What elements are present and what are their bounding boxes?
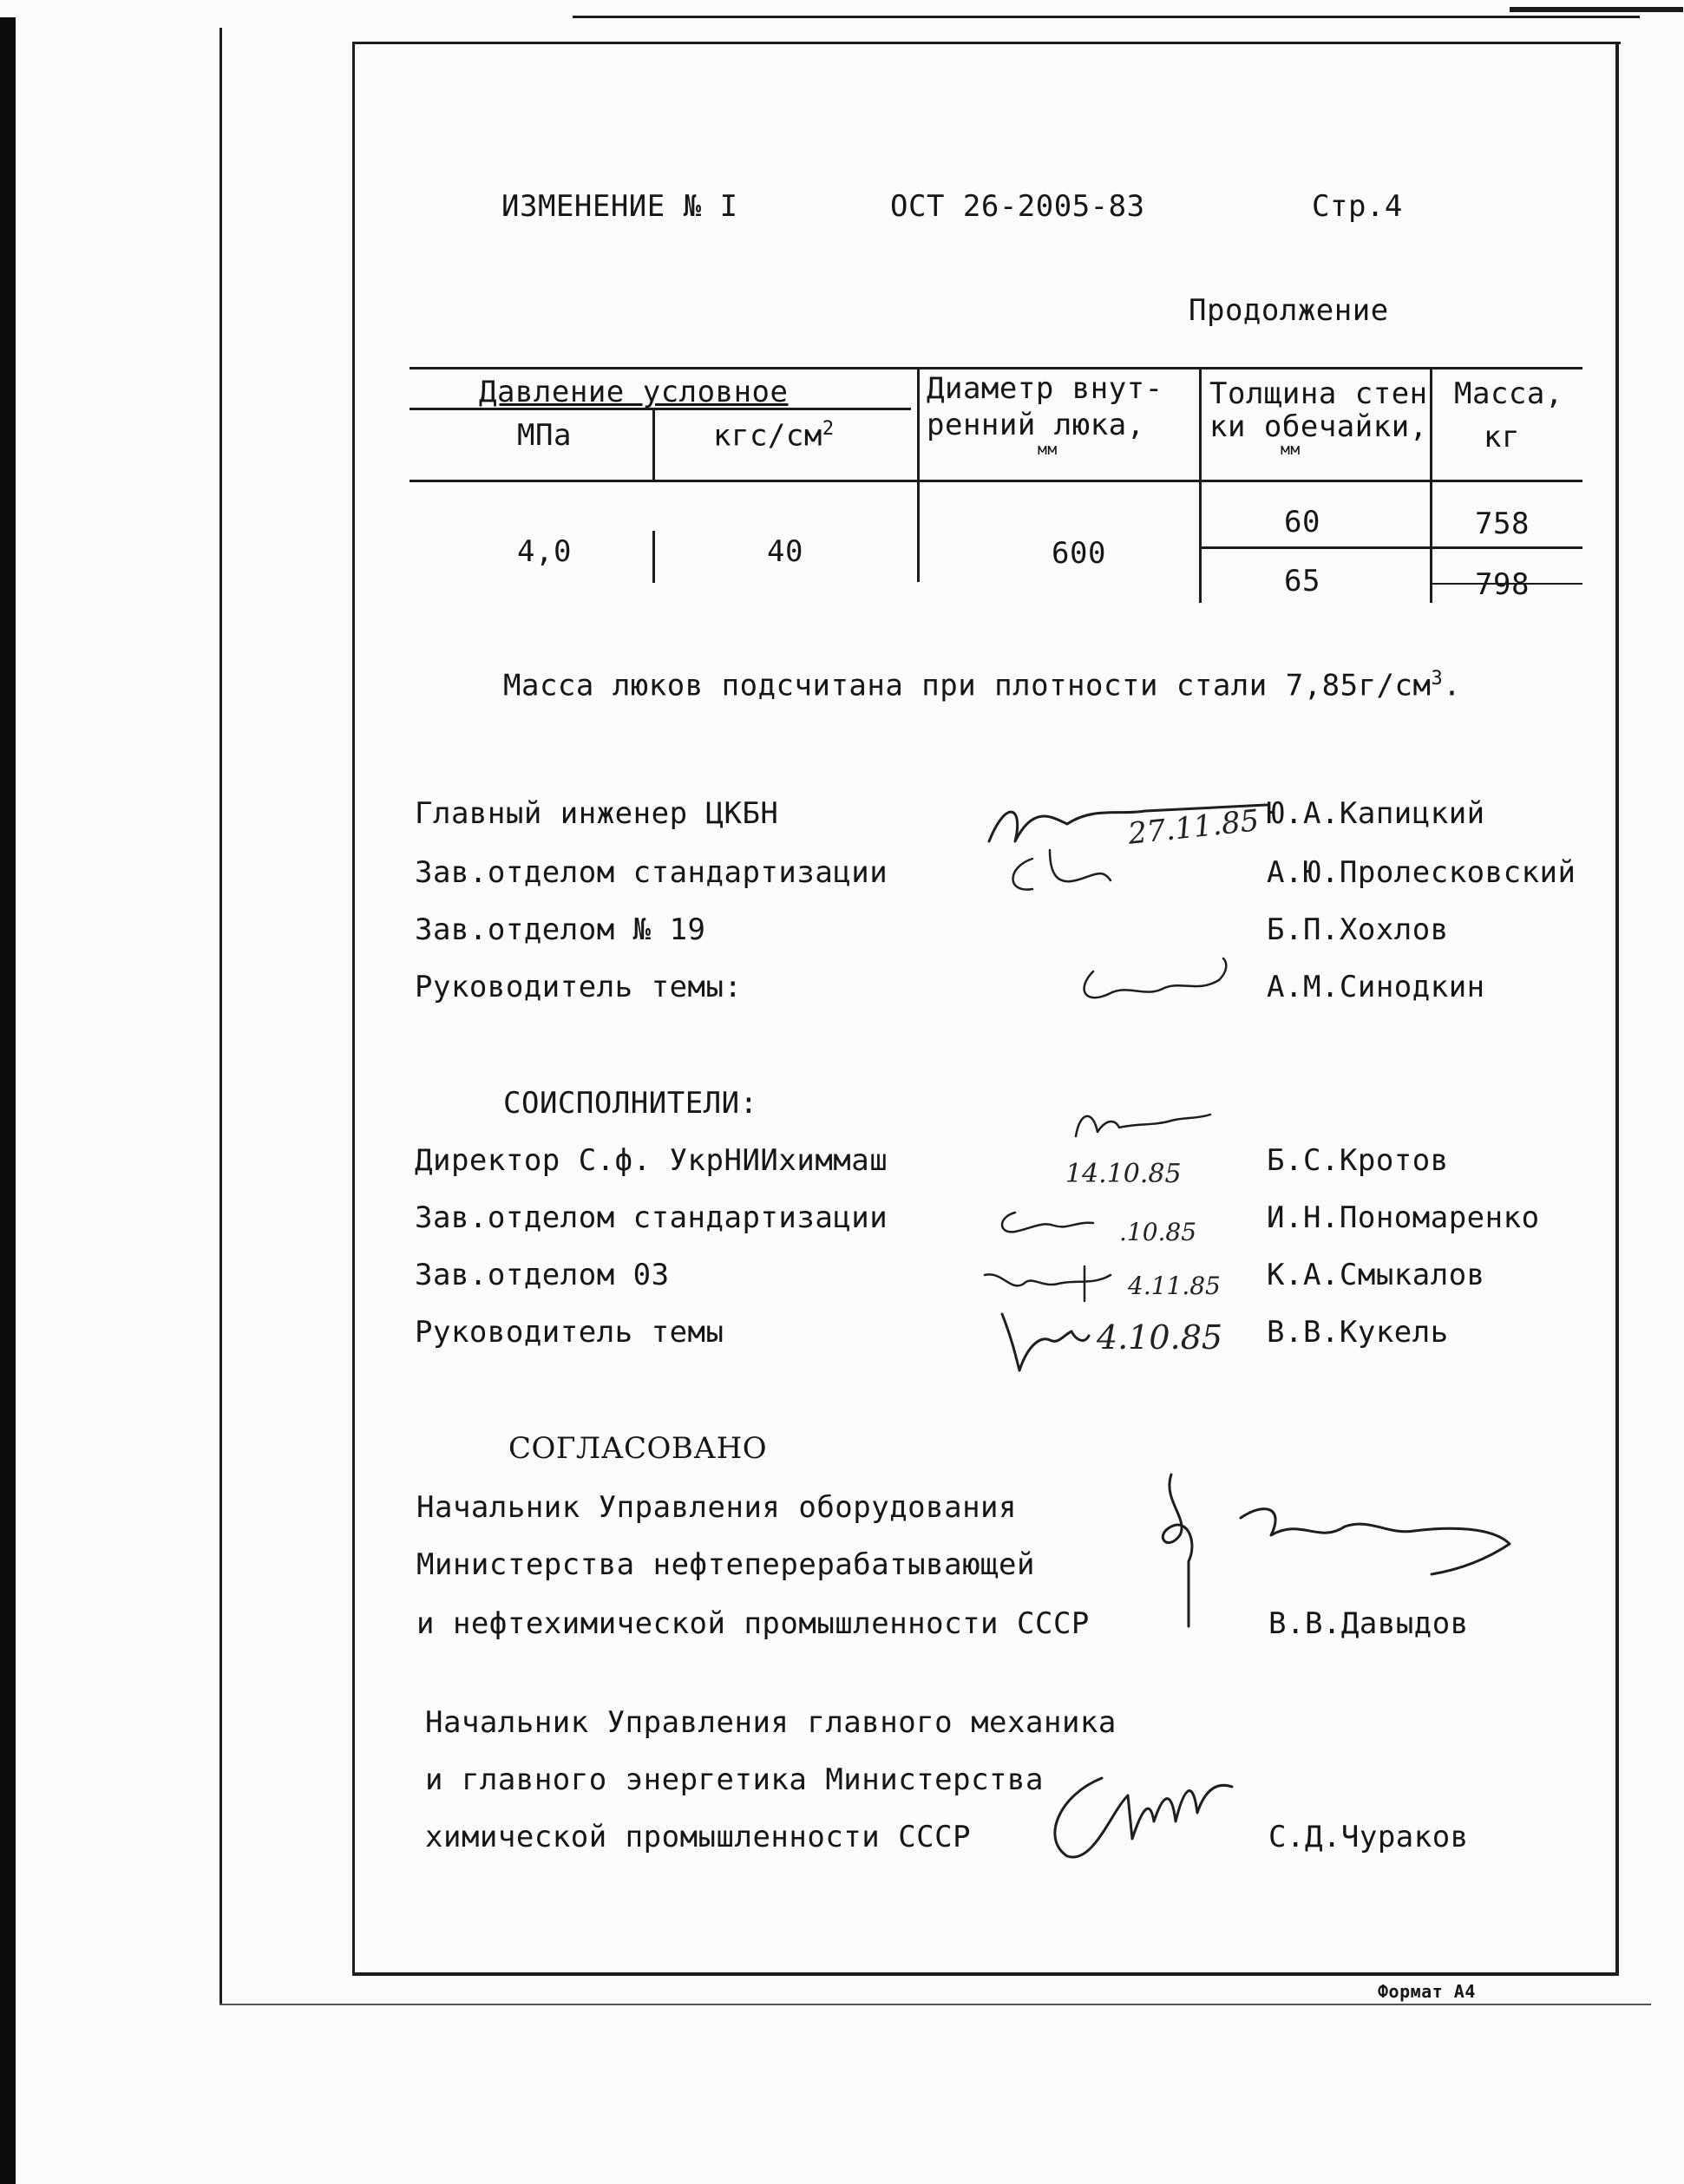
sheet-left-edge — [220, 28, 222, 2005]
coexecutors-heading: СОИСПОЛНИТЕЛИ: — [503, 1086, 758, 1121]
handwritten-signature — [989, 1301, 1093, 1379]
diameter-unit: мм — [1038, 441, 1058, 459]
binding-edge — [0, 17, 16, 2184]
thickness-unit: мм — [1281, 441, 1301, 459]
agreed-name: В.В.Давыдов — [1268, 1606, 1469, 1641]
frame-right — [1615, 42, 1619, 1974]
coexecutor-date: 4.10.85 — [1097, 1318, 1223, 1357]
standard-number: ОСТ 26-2005-83 — [890, 189, 1145, 224]
coexecutor-date: 14.10.85 — [1065, 1159, 1182, 1189]
diameter-header-1: Диаметр внут- — [927, 371, 1163, 406]
table-header-rule — [410, 480, 1582, 482]
diameter-header-2: ренний люка, — [927, 408, 1145, 442]
coexecutor-name: И.Н.Пономаренко — [1267, 1200, 1540, 1235]
cell-diameter: 600 — [1052, 536, 1106, 571]
mass-header-2: кг — [1484, 420, 1520, 454]
density-note — [503, 668, 1461, 703]
density-note-text: Масса люков подсчитана при плотности стали 7,85г/см — [503, 668, 1432, 703]
agreed-line: химической промышленности СССР — [425, 1820, 972, 1854]
agreed-heading: СОГЛАСОВАНО — [508, 1431, 768, 1466]
agreed-line: Начальник Управления оборудования — [416, 1490, 1018, 1525]
page-number: Стр.4 — [1312, 189, 1403, 224]
thickness-header-1: Толщина стен — [1209, 376, 1428, 411]
pressure-header: Давление условное — [479, 375, 789, 409]
coexecutor-date: 4.11.85 — [1128, 1272, 1221, 1300]
mpa-divider — [652, 408, 655, 481]
signatory-title: Главный инженер ЦКБН — [415, 796, 779, 831]
continuation-label: Продолжение — [1189, 293, 1389, 328]
thickness-header-2: ки обечайки, — [1209, 409, 1428, 444]
handwritten-signature — [1032, 1761, 1241, 1873]
handwritten-signature — [1067, 945, 1241, 1015]
cell-mass-2: 798 — [1475, 567, 1530, 602]
agreed-name: С.Д.Чураков — [1268, 1820, 1469, 1854]
kgf-header — [713, 418, 835, 453]
format-label: Формат А4 — [1378, 1981, 1476, 2002]
coexecutor-name: Б.С.Кротов — [1267, 1143, 1449, 1178]
cell-thickness-2: 65 — [1284, 564, 1320, 598]
density-note-end: . — [1443, 668, 1462, 703]
sheet-top-edge-right — [1510, 7, 1683, 12]
mpa-divider-body — [652, 531, 655, 583]
coexecutor-name: В.В.Кукель — [1267, 1315, 1449, 1350]
coexecutor-title: Зав.отделом 03 — [415, 1258, 670, 1292]
cell-kgf: 40 — [767, 534, 803, 569]
coexecutor-title: Директор С.ф. УкрНИИхиммаш — [415, 1143, 888, 1178]
pressure-divider — [917, 367, 920, 582]
sheet-bottom-edge — [220, 2004, 1651, 2005]
signatory-name: А.Ю.Пролесковский — [1267, 855, 1576, 890]
handwritten-signature — [1137, 1466, 1518, 1631]
diameter-divider — [1199, 367, 1202, 603]
row-split-rule — [1201, 546, 1582, 549]
signatory-title: Зав.отделом стандартизации — [415, 855, 888, 890]
signatory-date: 27.11.85 — [1126, 803, 1261, 852]
signatory-title: Зав.отделом № 19 — [415, 912, 706, 947]
mass-header-1: Масса, — [1454, 376, 1563, 411]
kgf-superscript: 2 — [822, 418, 835, 440]
handwritten-signature — [1058, 1102, 1223, 1154]
agreed-line: Министерства нефтеперерабатывающей — [416, 1547, 1035, 1582]
density-note-superscript: 3 — [1431, 668, 1444, 690]
signatory-name: А.М.Синодкин — [1267, 970, 1485, 1004]
change-number: ИЗМЕНЕНИЕ № I — [501, 189, 738, 224]
thickness-divider — [1430, 367, 1432, 603]
table-top-rule — [410, 367, 1582, 369]
agreed-line: и нефтехимической промышленности СССР — [416, 1606, 1090, 1641]
frame-top — [354, 42, 1621, 44]
coexecutor-title: Зав.отделом стандартизации — [415, 1200, 888, 1235]
sheet-top-edge — [573, 16, 1640, 18]
coexecutor-name: К.А.Смыкалов — [1267, 1258, 1485, 1292]
coexecutor-title: Руководитель темы — [415, 1315, 724, 1350]
signatory-name: Б.П.Хохлов — [1267, 912, 1449, 947]
signatory-title: Руководитель темы: — [415, 970, 743, 1004]
kgf-unit: кгс/см — [713, 418, 822, 454]
frame-bottom — [352, 1972, 1619, 1976]
handwritten-signature — [989, 1195, 1128, 1247]
cell-thickness-1: 60 — [1284, 505, 1320, 539]
mpa-header: МПа — [517, 418, 572, 453]
frame-left — [352, 42, 355, 1974]
agreed-line: и главного энергетика Министерства — [425, 1762, 1044, 1797]
signatory-name: Ю.А.Капицкий — [1267, 796, 1485, 831]
cell-mpa: 4,0 — [517, 534, 572, 569]
cell-mass-1: 758 — [1475, 507, 1530, 541]
handwritten-signature — [998, 841, 1128, 911]
agreed-line: Начальник Управления главного механика — [425, 1705, 1117, 1740]
coexecutor-date: .10.85 — [1119, 1218, 1197, 1246]
